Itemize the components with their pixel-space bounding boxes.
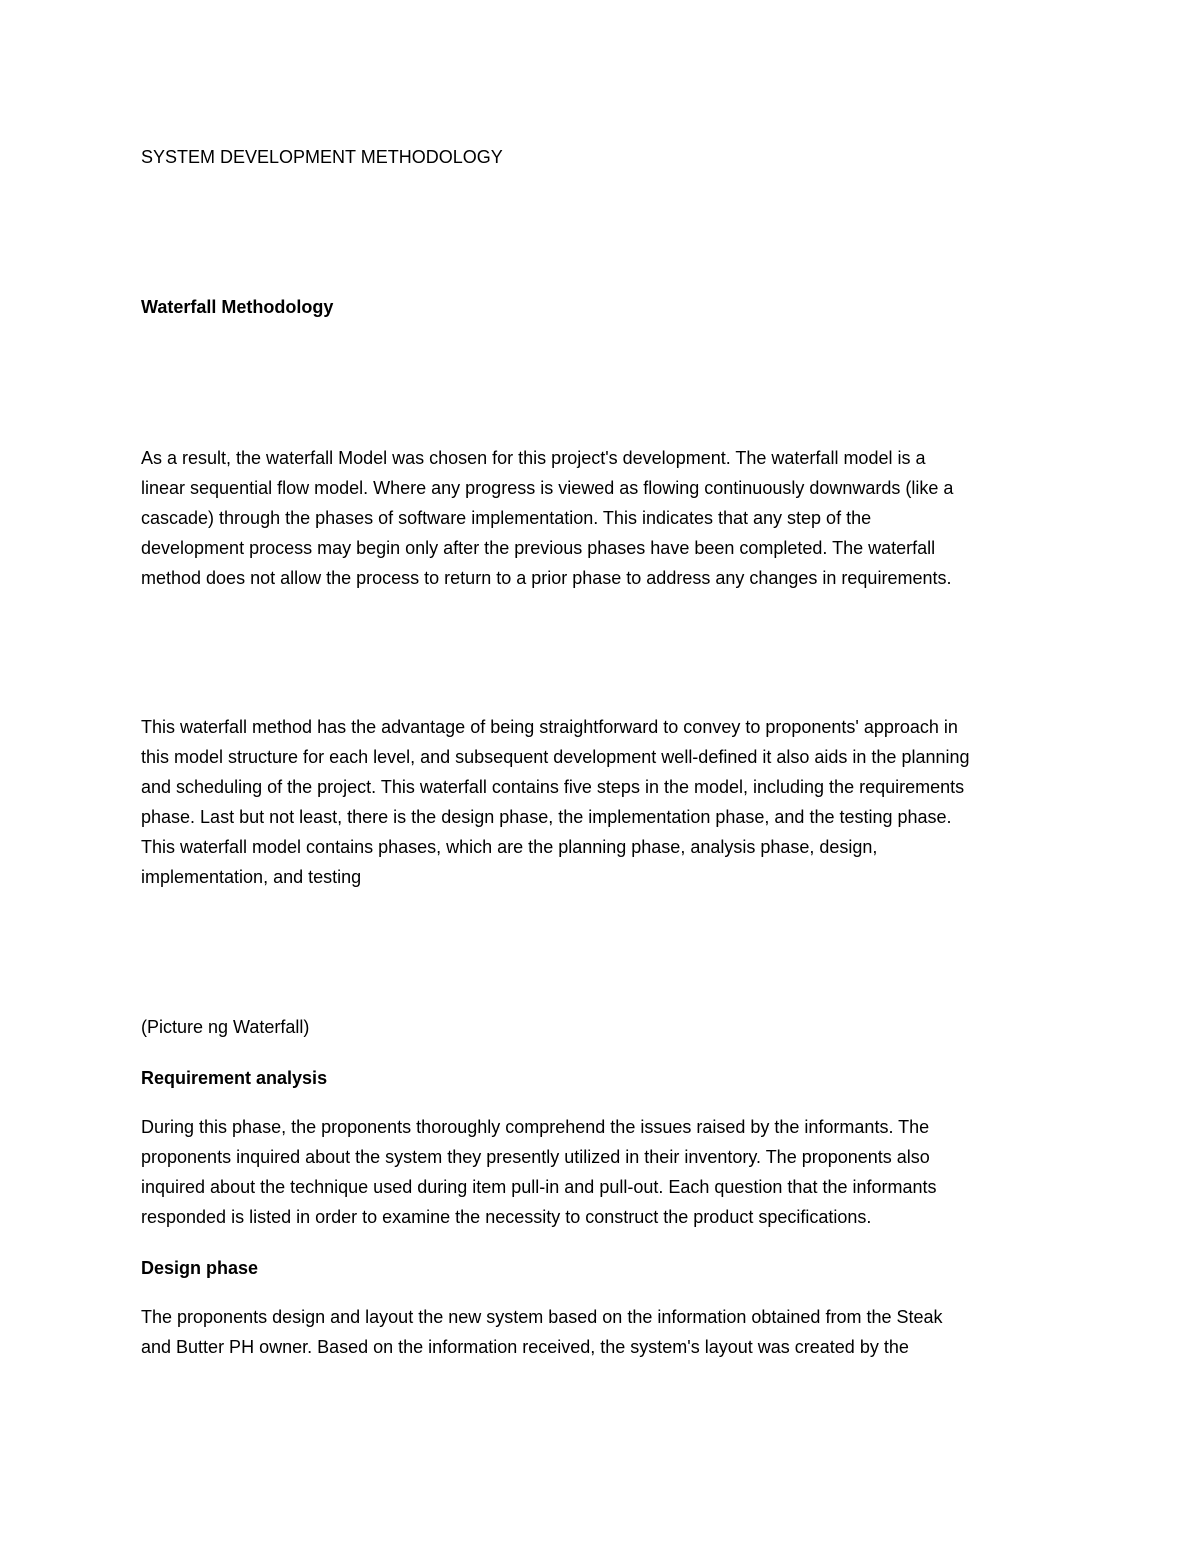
document-title: SYSTEM DEVELOPMENT METHODOLOGY <box>141 147 503 167</box>
paragraph-line: and scheduling of the project. This waterfall contains five steps in the model, including the requirements <box>141 777 965 797</box>
paragraph-line: implementation, and testing <box>141 867 362 887</box>
paragraph-line: cascade) through the phases of software implementation. This indicates that any step of the <box>141 508 872 528</box>
paragraph-line: During this phase, the proponents thoroughly comprehend the issues raised by the informants. The <box>141 1117 930 1137</box>
paragraph-line: This waterfall method has the advantage of being straightforward to convey to proponents' approach in <box>141 717 958 737</box>
paragraph-line: The proponents design and layout the new system based on the information obtained from the Steak <box>141 1307 943 1327</box>
paragraph-line: development process may begin only after the previous phases have been completed. The waterfall <box>141 538 936 558</box>
heading-design-phase: Design phase <box>141 1258 259 1278</box>
paragraph-line: As a result, the waterfall Model was chosen for this project's development. The waterfall model is a <box>141 448 926 468</box>
paragraph-line: method does not allow the process to return to a prior phase to address any changes in requirements. <box>141 568 952 588</box>
paragraph-line: This waterfall model contains phases, which are the planning phase, analysis phase, design, <box>141 837 878 857</box>
paragraph-line: and Butter PH owner. Based on the information received, the system's layout was created by the <box>141 1337 909 1357</box>
paragraph-line: linear sequential flow model. Where any progress is viewed as flowing continuously downwards (like a <box>141 478 954 498</box>
paragraph-line: this model structure for each level, and subsequent development well-defined it also aids in the planning <box>141 747 970 767</box>
paragraph-line: phase. Last but not least, there is the design phase, the implementation phase, and the testing phase. <box>141 807 952 827</box>
paragraph-line: proponents inquired about the system they presently utilized in their inventory. The proponents also <box>141 1147 930 1167</box>
paragraph-line: responded is listed in order to examine the necessity to construct the product specifications. <box>141 1207 872 1227</box>
paragraph-line: inquired about the technique used during item pull-in and pull-out. Each question that the informants <box>141 1177 937 1197</box>
picture-placeholder-note: (Picture ng Waterfall) <box>141 1017 310 1037</box>
heading-waterfall-methodology: Waterfall Methodology <box>141 297 334 317</box>
heading-requirement-analysis: Requirement analysis <box>141 1068 328 1088</box>
